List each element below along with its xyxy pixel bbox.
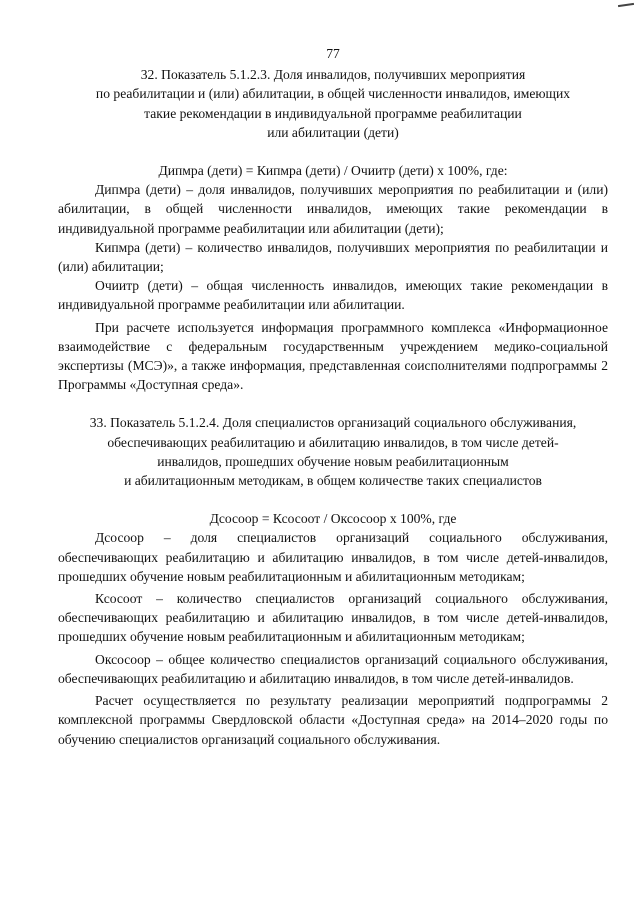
section-33-heading-line: и абилитационным методикам, в общем количестве таких специалистов xyxy=(124,473,542,489)
section-32-heading xyxy=(58,65,608,142)
section-32-definition-total: Очиитр (дети) – общая численность инвалидов, имеющих такие рекомендации в индивидуальной программе реабилитации или абилитации. xyxy=(58,278,608,313)
section-33-formula: Дсосоор = Ксосоот / Оксосоор х 100%, где xyxy=(209,511,457,527)
section-32-definition-share: Дипмра (дети) – доля инвалидов, получивших мероприятия по реабилитации и (или) абилитации, в общей численности инвалидов, имеющих такие рекомендации в индивидуальной программе реабилитации или абилитации (дети); xyxy=(58,182,608,236)
section-33-definition-share: Дсосоор – доля специалистов организаций социального обслуживания, обеспечивающих реабилитацию и абилитацию инвалидов, в том числе детей-инвалидов, прошедших обучение новым реабилитационным и абилитационным методикам; xyxy=(58,530,608,584)
scan-mark xyxy=(618,3,634,7)
section-32-heading-line: 32. Показатель 5.1.2.3. Доля инвалидов, получивших мероприятия xyxy=(140,67,526,83)
section-32-heading-line: такие рекомендации в индивидуальной программе реабилитации xyxy=(144,105,522,121)
section-33-heading-line: 33. Показатель 5.1.2.4. Доля специалистов организаций социального обслуживания, xyxy=(89,415,577,431)
section-32-definition-count: Кипмра (дети) – количество инвалидов, получивших мероприятия по реабилитации и (или) абилитации; xyxy=(58,239,608,275)
section-33-heading-line: инвалидов, прошедших обучение новым реабилитационным xyxy=(157,453,509,469)
section-33-heading-line: обеспечивающих реабилитацию и абилитацию инвалидов, в том числе детей- xyxy=(107,434,559,450)
document-page xyxy=(58,44,608,749)
section-32-heading-line: или абилитации (дети) xyxy=(267,124,399,140)
section-33-calculation-note: Расчет осуществляется по результату реализации мероприятий подпрограммы 2 комплексной программы Свердловской области «Доступная среда» на 2014–2020 годы по обучению специалистов организаций социального обслуживания. xyxy=(58,693,608,747)
section-33-heading xyxy=(58,413,608,490)
page-number: 77 xyxy=(326,46,340,61)
section-32-formula: Дипмра (дети) = Кипмра (дети) / Очиитр (дети) х 100%, где: xyxy=(158,163,508,179)
section-33-definition-total: Оксосоор – общее количество специалистов организаций социального обслуживания, обеспечивающих реабилитацию и абилитацию инвалидов, в том числе детей-инвалидов. xyxy=(58,651,608,686)
section-32-heading-line: по реабилитации и (или) абилитации, в общей численности инвалидов, имеющих xyxy=(95,86,571,102)
section-32-calculation-note: При расчете используется информация программного комплекса «Информационное взаимодействие с федеральным государственным учреждением медико-социальной экспертизы (МСЭ)», а также информация, представленная соисполнителями подпрограммы 2 Программы «Доступная среда». xyxy=(58,319,608,393)
section-33-definition-count: Ксосоот – количество специалистов организаций социального обслуживания, обеспечивающих реабилитацию и абилитацию инвалидов, в том числе детей-инвалидов, прошедших обучение новым реабилитационным и абилитационным методикам; xyxy=(58,591,608,645)
